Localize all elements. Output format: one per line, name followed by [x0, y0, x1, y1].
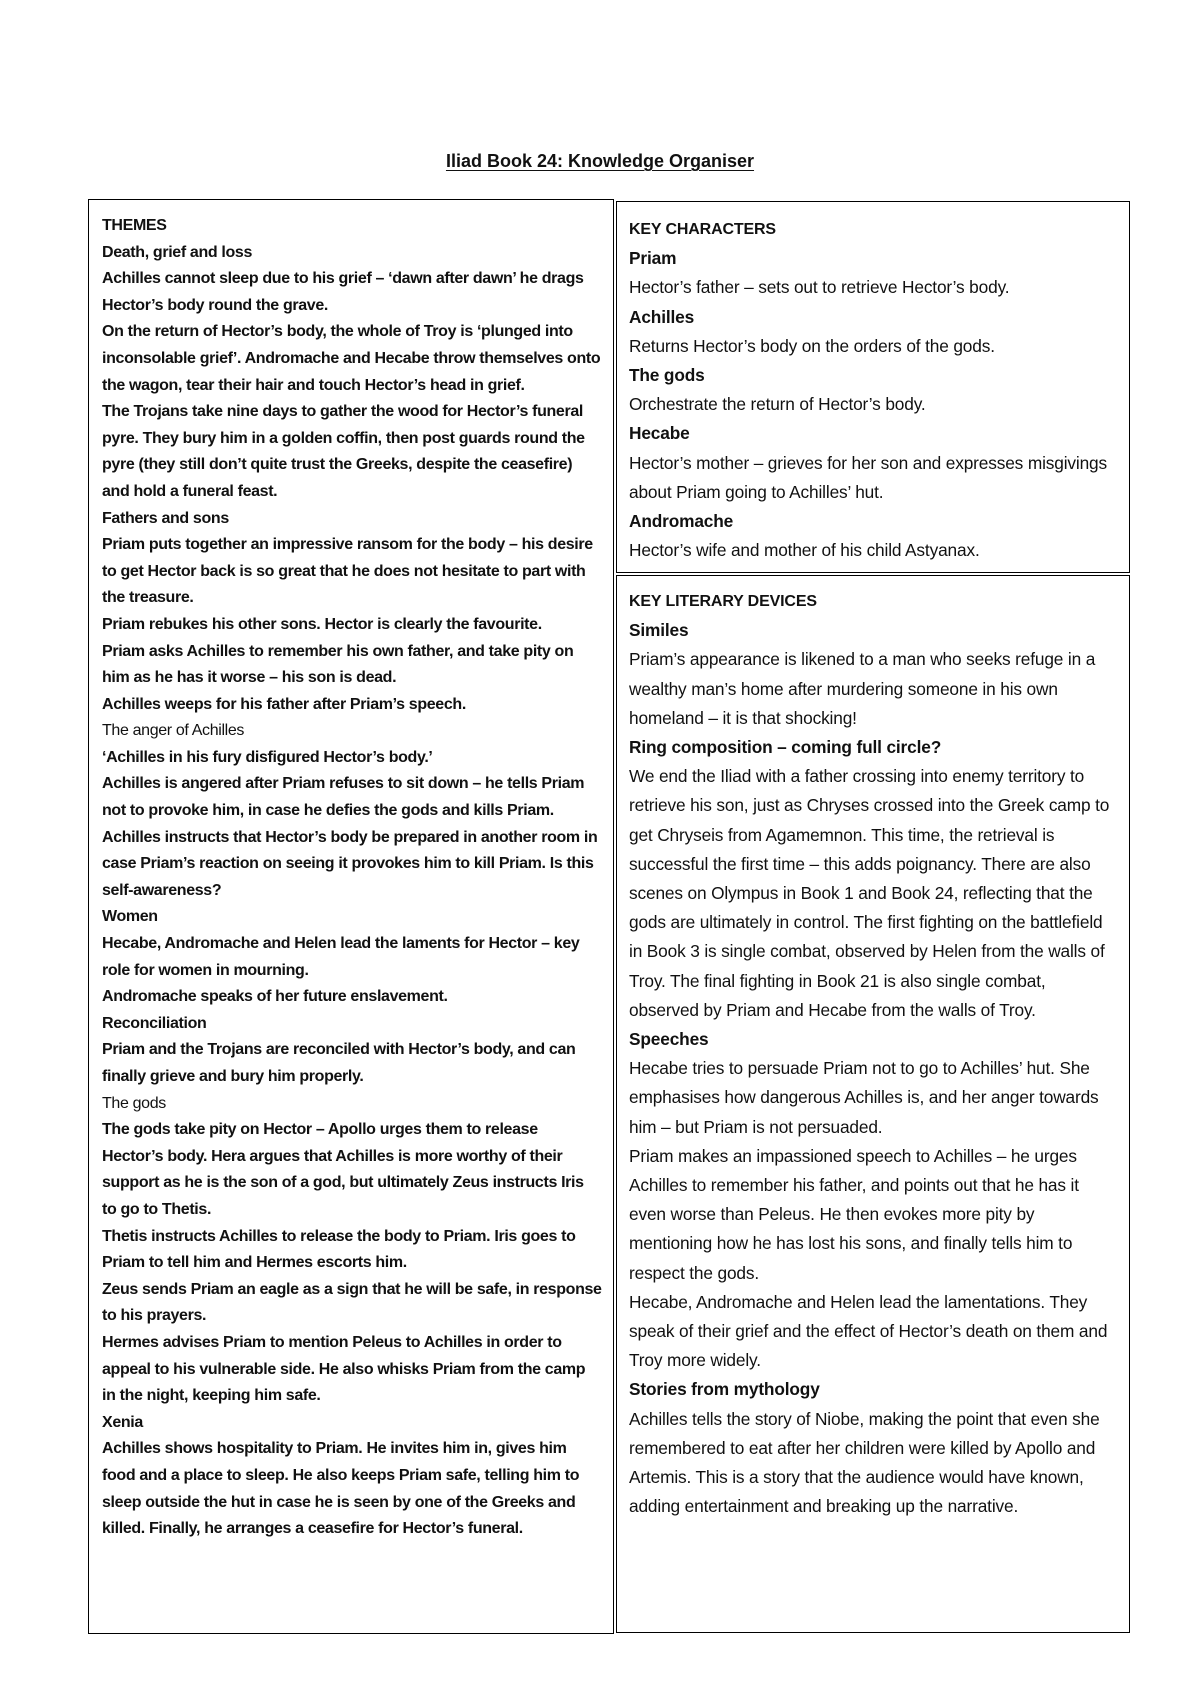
themes-section: [88, 199, 614, 1634]
themes-content: [102, 240, 602, 1543]
character-name: The gods: [629, 365, 705, 386]
theme-point: Priam puts together an impressive ransom for the body – his desire to get Hector back is so great that he does not hesitate to part with the treasure.: [102, 536, 593, 607]
character-description: Returns Hector’s body on the orders of the gods.: [629, 335, 995, 356]
theme-heading: Reconciliation: [102, 1014, 207, 1032]
device-description: Hecabe, Andromache and Helen lead the lamentations. They speak of their grief and the effect of Hector’s death on them and Troy more widely.: [629, 1291, 1108, 1371]
theme-heading: The gods: [102, 1094, 166, 1112]
key-characters-section: [616, 201, 1130, 573]
character-name: Achilles: [629, 306, 695, 327]
character-description: Hector’s wife and mother of his child Astyanax.: [629, 540, 980, 561]
theme-point: Priam rebukes his other sons. Hector is clearly the favourite.: [102, 615, 542, 633]
key-literary-devices-list: [629, 616, 1117, 1521]
device-description: Hecabe tries to persuade Priam not to go to Achilles’ hut. She emphasises how dangerous Achilles is, and her anger towards him – but Priam is not persuaded.: [629, 1058, 1099, 1137]
character-name: Hecabe: [629, 423, 690, 444]
device-name: Speeches: [629, 1029, 709, 1050]
theme-point: Achilles shows hospitality to Priam. He invites him in, gives him food and a place to sleep. He also keeps Priam safe, telling him to sleep outside the hut in case he is seen by one of the Greeks and killed. Finally, he arranges a ceasefire for Hector’s funeral.: [102, 1440, 580, 1538]
theme-point: On the return of Hector’s body, the whole of Troy is ‘plunged into inconsolable grief’. Andromache and Hecabe throw themselves onto the wagon, tear their hair and touch Hector’s head in grief.: [102, 323, 601, 394]
theme-heading: Fathers and sons: [102, 509, 229, 527]
page-title: Iliad Book 24: Knowledge Organiser: [445, 151, 755, 171]
themes-heading: THEMES: [102, 217, 167, 234]
theme-point: Zeus sends Priam an eagle as a sign that he will be safe, in response to his prayers.: [102, 1280, 602, 1325]
theme-point: Achilles is angered after Priam refuses to sit down – he tells Priam not to provoke him, in case he defies the gods and kills Priam.: [102, 775, 585, 820]
theme-point: Andromache speaks of her future enslavement.: [102, 988, 448, 1006]
theme-point: Hecabe, Andromache and Helen lead the laments for Hector – key role for women in mourning.: [102, 935, 580, 979]
theme-point: The gods take pity on Hector – Apollo urges them to release Hector’s body. Hera argues that Achilles is more worthy of their support as he is the son of a god, but ultimately Zeus instructs Iris to go to Thetis.: [102, 1121, 584, 1218]
key-characters-list: [629, 244, 1117, 565]
theme-point: The Trojans take nine days to gather the wood for Hector’s funeral pyre. They bury him in a golden coffin, then post guards round the pyre (they still don’t quite trust the Greeks, despite the ceasefire) and hold a funeral feast.: [102, 403, 585, 500]
theme-point: Priam asks Achilles to remember his own father, and take pity on him as he has it worse – his son is dead.: [102, 642, 574, 687]
character-name: Priam: [629, 248, 677, 269]
theme-heading: The anger of Achilles: [102, 722, 245, 740]
device-description: Priam makes an impassioned speech to Achilles – he urges Achilles to remember his father, and points out that he has it even worse than Peleus. He then evokes more pity by mentioning how he has lost his sons, and finally tells him to respect the gods.: [629, 1145, 1079, 1283]
key-literary-devices-section: [616, 575, 1130, 1633]
device-name: Ring composition – coming full circle?: [629, 737, 942, 758]
character-description: Hector’s mother – grieves for her son and expresses misgivings about Priam going to Achilles’ hut.: [629, 452, 1107, 502]
theme-heading: Xenia: [102, 1413, 143, 1431]
key-characters-heading: KEY CHARACTERS: [629, 221, 776, 238]
theme-point: Achilles instructs that Hector’s body be prepared in another room in case Priam’s reaction on seeing it provokes him to kill Priam. Is this self-awareness?: [102, 828, 598, 899]
character-name: Andromache: [629, 511, 734, 532]
device-description: We end the Iliad with a father crossing into enemy territory to retrieve his son, just as Chryses crossed into the Greek camp to get Chryseis from Agamemnon. This time, the retrieval is successful the first time – this adds poignancy. There are also scenes on Olympus in Book 1 and Book 24, reflecting that the gods are ultimately in control. The first fighting on the battlefield in Book 3 is single combat, observed by Helen from the walls of Troy. The final fighting in Book 21 is also single combat, observed by Priam and Hecabe from the walls of Troy.: [629, 766, 1110, 1020]
theme-point: ‘Achilles in his fury disfigured Hector’s body.’: [102, 748, 433, 766]
theme-point: Achilles weeps for his father after Priam’s speech.: [102, 695, 466, 713]
theme-point: Hermes advises Priam to mention Peleus to Achilles in order to appeal to his vulnerable side. He also whisks Priam from the camp in the night, keeping him safe.: [102, 1333, 586, 1405]
device-description: Priam’s appearance is likened to a man who seeks refuge in a wealthy man’s home after murdering someone in his own homeland – it is that shocking!: [629, 649, 1096, 728]
theme-point: Achilles cannot sleep due to his grief – ‘dawn after dawn’ he drags Hector’s body round the grave.: [102, 270, 584, 314]
device-name: Stories from mythology: [629, 1379, 820, 1400]
key-literary-devices-heading: KEY LITERARY DEVICES: [629, 593, 817, 610]
character-description: Hector’s father – sets out to retrieve Hector’s body.: [629, 277, 1010, 298]
theme-point: Thetis instructs Achilles to release the body to Priam. Iris goes to Priam to tell him and Hermes escorts him.: [102, 1227, 576, 1272]
character-description: Orchestrate the return of Hector’s body.: [629, 394, 926, 415]
theme-heading: Death, grief and loss: [102, 243, 253, 261]
theme-heading: Women: [102, 908, 158, 926]
theme-point: Priam and the Trojans are reconciled with Hector’s body, and can finally grieve and bury him properly.: [102, 1041, 576, 1085]
device-description: Achilles tells the story of Niobe, making the point that even she remembered to eat after her children were killed by Apollo and Artemis. This is a story that the audience would have known, adding entertainment and breaking up the narrative.: [629, 1408, 1100, 1517]
device-name: Similes: [629, 620, 689, 641]
